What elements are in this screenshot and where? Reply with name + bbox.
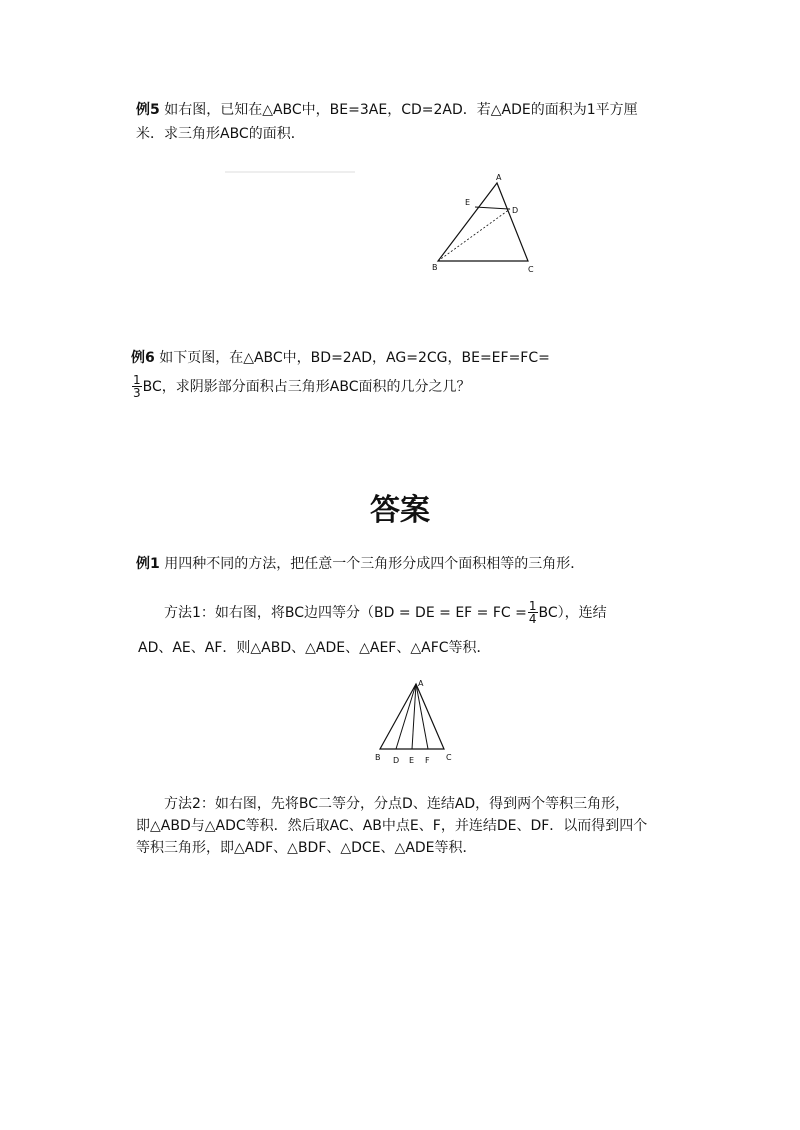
segment-ed — [475, 207, 510, 209]
triangle-abc — [438, 183, 528, 261]
fraction-one-third: $\frac{1}{3}$ — [133, 373, 141, 400]
example-6-line-1 — [131, 347, 550, 369]
method-1-figure — [370, 676, 460, 766]
method-2-line-3: 等积三角形，即△ADF、△BDF、△DCE、△ADE等积． — [136, 840, 477, 856]
example-1-label: 例1 — [136, 556, 160, 572]
example-5-text-1: 如右图，已知在△ABC中，BE=3AE，CD=2AD．若△ADE的面积为1平方厘 — [164, 102, 638, 118]
fraction-one-quarter: $\frac{1}{4}$ — [528, 599, 537, 626]
method-2-line-1: 方法2：如右图，先将BC二等分，分点D、连结AD，得到两个等积三角形， — [164, 796, 630, 812]
label-d: D — [512, 206, 519, 215]
example-5-line-1 — [136, 99, 638, 121]
example-5-text-2: 米．求三角形ABC的面积． — [136, 126, 305, 142]
example-5-label: 例5 — [136, 102, 160, 118]
example-6-text-2: BC，求阴影部分面积占三角形ABC面积的几分之几？ — [142, 378, 471, 395]
method-1-line-2: AD、AE、AF．则△ABD、△ADE、△AEF、△AFC等积． — [138, 640, 491, 656]
method-1-text-after: BC），连结 — [538, 604, 607, 621]
example-1-line — [136, 553, 584, 575]
answer-title: 答案 — [370, 493, 430, 528]
label-b: B — [432, 263, 438, 272]
method-1-text-before: 方法1：如右图，将BC边四等分（BD = DE = EF = FC = — [164, 604, 527, 621]
segment-af — [416, 684, 428, 749]
segment-bd-dashed — [438, 209, 510, 261]
label-f-2: F — [425, 756, 430, 765]
example-1-text: 用四种不同的方法，把任意一个三角形分成四个面积相等的三角形． — [164, 556, 585, 572]
method-1-line-1 — [164, 600, 607, 625]
label-c: C — [528, 265, 534, 274]
label-a-2: A — [418, 679, 424, 688]
label-e: E — [465, 198, 471, 207]
example-6-text-1: 如下页图，在△ABC中，BD=2AD，AG=2CG，BE=EF=FC= — [159, 350, 550, 366]
label-d-2: D — [393, 756, 400, 765]
example-5-figure — [225, 165, 565, 280]
example-6-label: 例6 — [131, 350, 155, 366]
label-b-2: B — [375, 753, 381, 762]
example-6-line-2 — [131, 374, 470, 399]
label-c-2: C — [446, 753, 452, 762]
triangle-abc-2 — [380, 684, 444, 749]
method-2-line-2: 即△ABD与△ADC等积．然后取AC、AB中点E、F，并连结DE、DF．以而得到四个 — [136, 818, 648, 834]
label-a: A — [496, 173, 502, 182]
label-e-2: E — [409, 756, 415, 765]
